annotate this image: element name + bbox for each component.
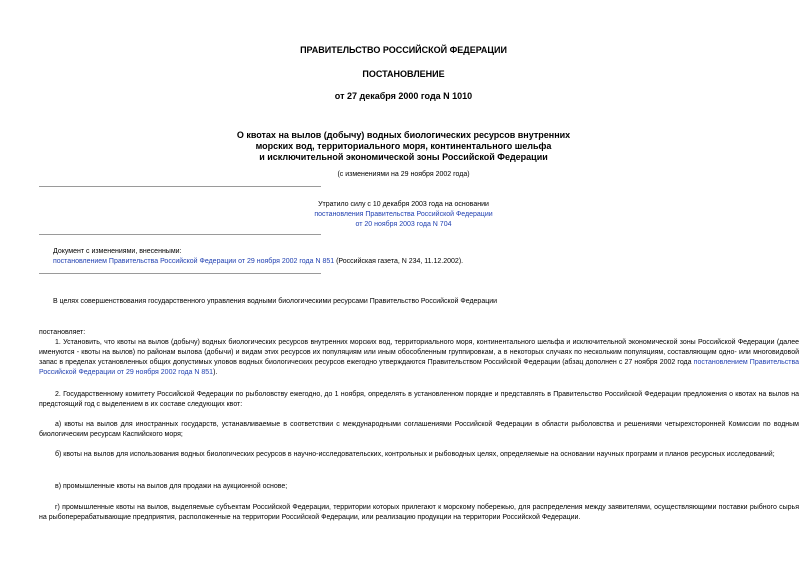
changes-source: (Российская газета, N 234, 11.12.2002).	[334, 258, 464, 265]
title-line: и исключительной экономической зоны Российской Федерации	[259, 152, 548, 162]
document-title	[0, 130, 807, 163]
divider	[39, 273, 321, 274]
expiry-link[interactable]: постановления Правительства Российской Федерации	[314, 211, 493, 218]
title-line: морских вод, территориального моря, континентального шельфа	[255, 141, 552, 151]
changes-intro: Документ с изменениями, внесенными:	[53, 248, 182, 255]
changes-link[interactable]: постановлением Правительства Российской Федерации от 29 ноября 2002 года N 851	[53, 258, 335, 265]
paragraph-v: в) промышленные квоты на вылов для продажи на аукционной основе;	[55, 483, 288, 490]
resolves-label: постановляет:	[39, 329, 86, 336]
expiry-text: Утратило силу с 10 декабря 2003 года на основании	[318, 201, 489, 208]
paragraph-g: г) промышленные квоты на вылов, выделяемые субъектам Российской Федерации, территории которых прилегают к морскому побережью, для распределения между заявителями, осуществляющими поставки рыбного сырья на рыбоперерабатывающие предприятия, расположенные на территории Российской Федерации, или реализацию продукции на территории Российской Федерации.	[39, 504, 799, 521]
document-type: ПОСТАНОВЛЕНИЕ	[362, 69, 445, 79]
expiry-link-date[interactable]: от 20 ноября 2003 года N 704	[355, 221, 452, 228]
paragraph-b: б) квоты на вылов для использования водных биологических ресурсов в научно-исследовательских, контрольных и рыбоводных целях, определяемые на основании научных программ и планов ресурсных исследований;	[55, 451, 775, 458]
paragraph-a: а) квоты на вылов для иностранных государств, устанавливаемые в соответствии с международными соглашениями Российской Федерации в области рыболовства и решениями четырехсторонней Комиссии по водным биологическим ресурсам Каспийского моря;	[39, 421, 799, 438]
expiry-notice	[0, 200, 807, 230]
paragraph-1-text: 1. Установить, что квоты на вылов (добычу) водных биологических ресурсов внутренних морских вод, территориального моря, континентального шельфа и исключительной экономической зоны Российской Федерации (далее именуются - квоты на вылов) по районам вылова (добычи) и видам этих ресурсов их популяциям или иным обособленным группировкам, а в некоторых случаях по нескольким популяциям, составляющим одно- или многовидовой запас в пределах установленных общих допустимых уловов водных биологических ресурсов ежегодно утверждаются Правительством Российской Федерации (абзац дополнен с 27 ноября 2002 года	[39, 339, 799, 366]
preamble: В целях совершенствования государственного управления водными биологическими ресурсами Правительство Российской Федерации	[53, 298, 498, 305]
divider	[39, 186, 321, 187]
paragraph-1-link[interactable]: постановлением Правительства Российской Федерации от 29 ноября 2002 года N 851	[39, 359, 799, 376]
paragraph-2: 2. Государственному комитету Российской Федерации по рыболовству ежегодно, до 1 ноября, определять в установленном порядке и представлять в Правительство Российской Федерации предложения о квотах на вылов на предстоящий год с выделением в их составе следующих квот:	[39, 391, 799, 408]
divider	[39, 234, 321, 235]
issuer-heading: ПРАВИТЕЛЬСТВО РОССИЙСКОЙ ФЕДЕРАЦИИ	[300, 45, 507, 55]
document-date-number: от 27 декабря 2000 года N 1010	[334, 91, 473, 101]
changes-block	[39, 247, 799, 267]
paragraph-1	[39, 338, 799, 378]
amendment-note: (с изменениями на 29 ноября 2002 года)	[337, 171, 470, 178]
title-line: О квотах на вылов (добычу) водных биологических ресурсов внутренних	[236, 130, 571, 140]
paragraph-1-end: ).	[213, 369, 218, 376]
